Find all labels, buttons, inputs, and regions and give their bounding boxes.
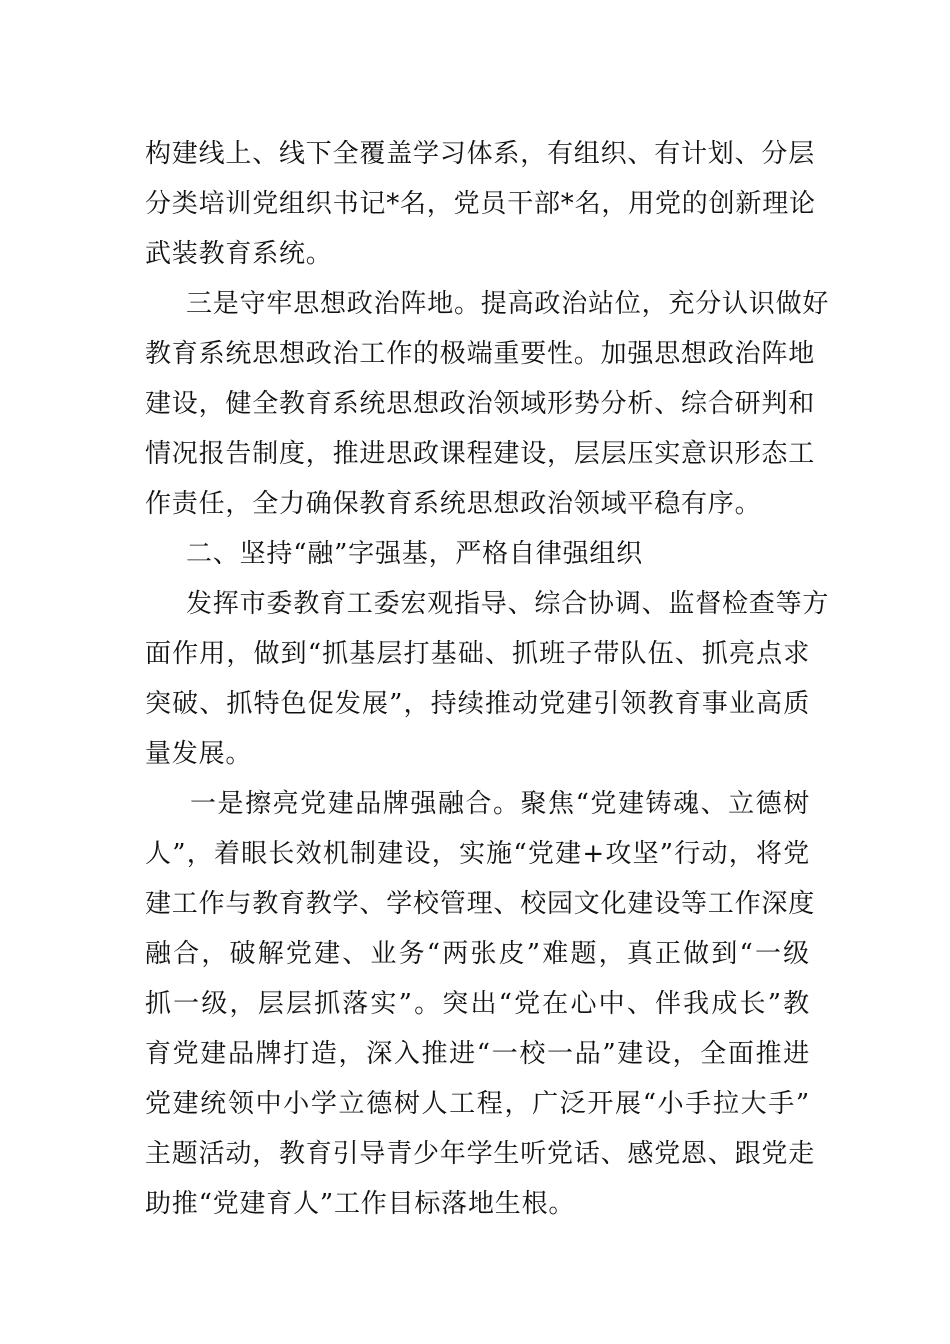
paragraph-line-3: 武装教育系统。 [145, 239, 333, 269]
paragraph-line-18: 抓一级，层层抓落实”。突出“党在心中、伴我成长”教 [145, 989, 810, 1019]
paragraph-line-19: 育党建品牌打造，深入推进“一校一品”建设，全面推进 [145, 1039, 810, 1069]
paragraph-line-20: 党建统领中小学立德树人工程，广泛开展“小手拉大手” [145, 1089, 810, 1119]
paragraph-line-7: 情况报告制度，推进思政课程建设，层层压实意识形态工 [145, 439, 816, 469]
paragraph-line-11: 面作用，做到“抓基层打基础、抓班子带队伍、抓亮点求 [145, 639, 810, 669]
section-heading: 二、坚持“融”字强基，严格自律强组织 [186, 539, 643, 569]
paragraph-line-4: 三是守牢思想政治阵地。提高政治站位，充分认识做好 [186, 289, 830, 319]
paragraph-line-13: 量发展。 [145, 739, 253, 769]
paragraph-line-10: 发挥市委教育工委宏观指导、综合协调、监督检查等方 [186, 589, 830, 619]
paragraph-line-2: 分类培训党组织书记*名，党员干部*名，用党的创新理论 [145, 189, 816, 219]
paragraph-line-1: 构建线上、线下全覆盖学习体系，有组织、有计划、分层 [145, 139, 816, 169]
paragraph-line-22: 助推“党建育人”工作目标落地生根。 [145, 1189, 576, 1219]
paragraph-line-6: 建设，健全教育系统思想政治领域形势分析、综合研判和 [145, 389, 816, 419]
paragraph-line-12: 突破、抓特色促发展”，持续推动党建引领教育事业高质 [145, 689, 810, 719]
paragraph-line-21: 主题活动，教育引导青少年学生听党话、感党恩、跟党走 [145, 1139, 816, 1169]
paragraph-line-17: 融合，破解党建、业务“两张皮”难题，真正做到“一级 [145, 939, 810, 969]
paragraph-line-8: 作责任，全力确保教育系统思想政治领域平稳有序。 [145, 489, 762, 519]
paragraph-line-5: 教育系统思想政治工作的极端重要性。加强思想政治阵地 [145, 339, 816, 369]
paragraph-line-14: 一是擦亮党建品牌强融合。聚焦“党建铸魂、立德树 [190, 789, 810, 819]
paragraph-line-15: 人”，着眼长效机制建设，实施“党建+攻坚”行动，将党 [145, 839, 810, 869]
paragraph-line-16: 建工作与教育教学、学校管理、校园文化建设等工作深度 [145, 889, 816, 919]
